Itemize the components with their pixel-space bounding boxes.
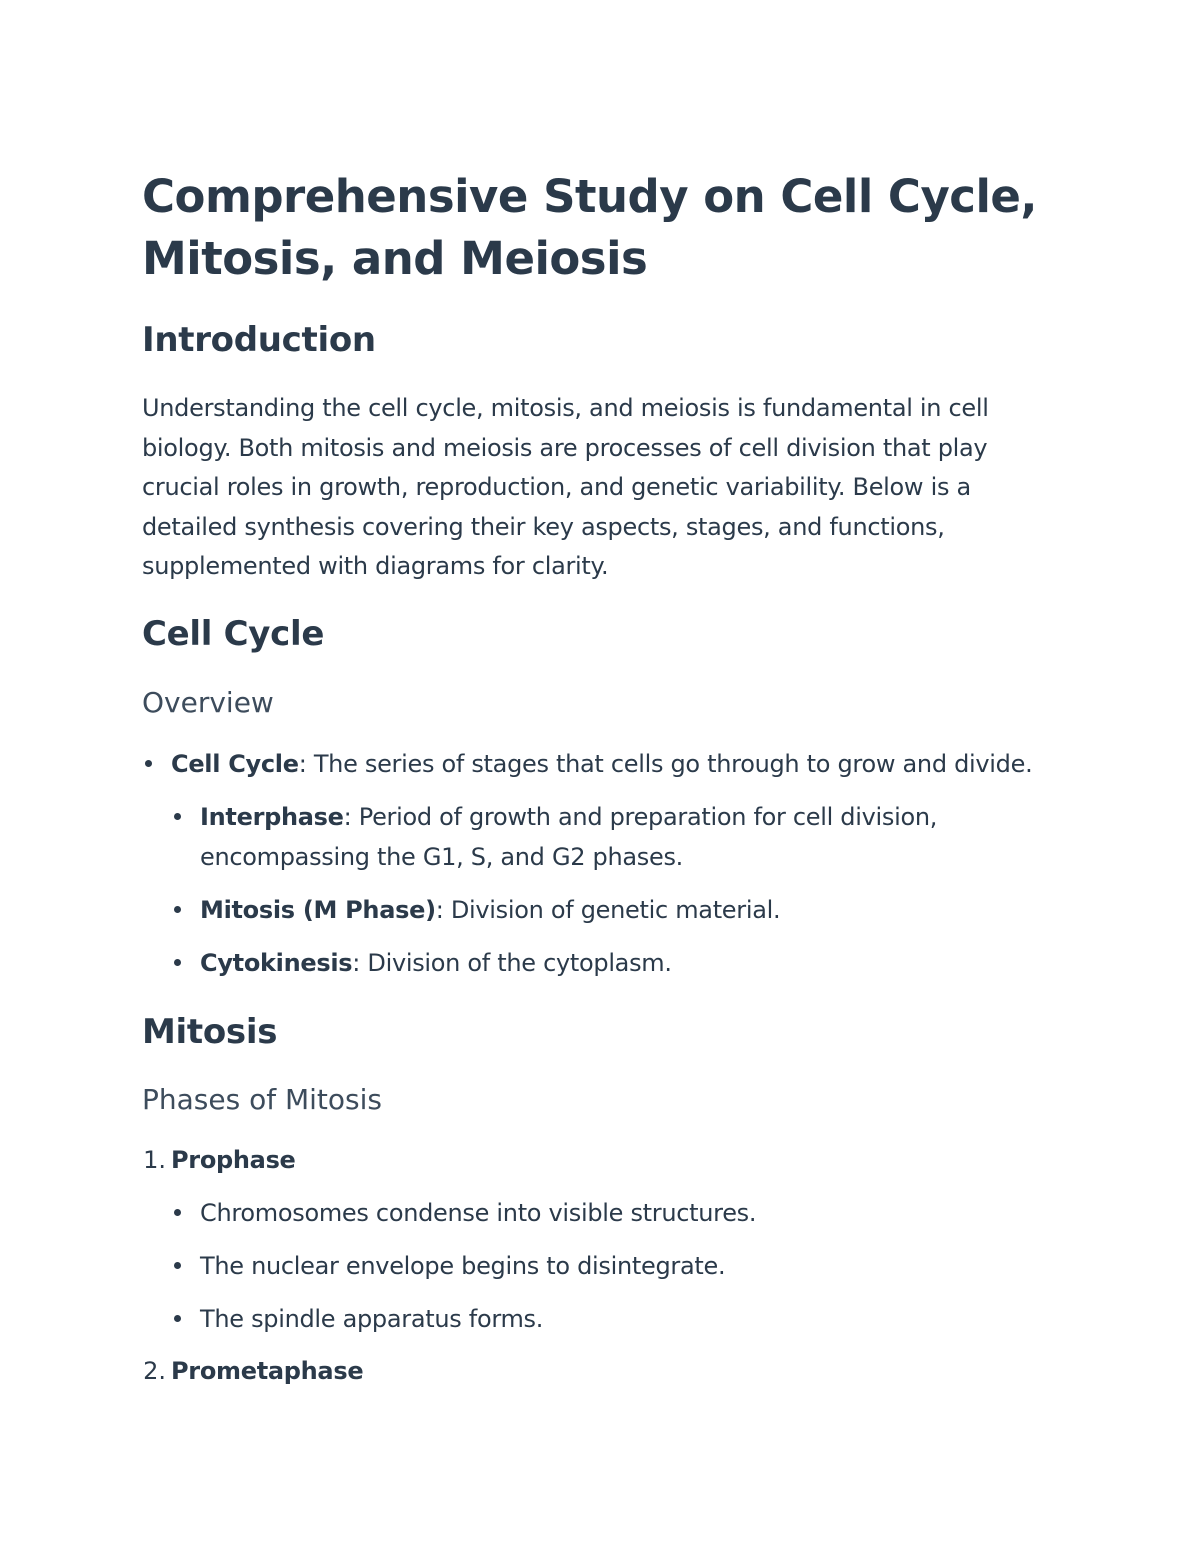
phase-item-prophase: [171, 1140, 296, 1180]
bullet-icon: [174, 1209, 181, 1216]
phases-subheading: Phases of Mitosis: [142, 1083, 382, 1116]
prophase-point: The nuclear envelope begins to disintegrate.: [200, 1252, 726, 1280]
bullet-icon: [174, 1262, 181, 1269]
introduction-heading: Introduction: [142, 320, 376, 360]
list-number: 2.: [143, 1357, 166, 1385]
list-number: 1.: [143, 1146, 166, 1174]
bullet-icon: [174, 1315, 181, 1322]
term-description: : The series of stages that cells go through to grow and divide.: [298, 750, 1033, 778]
prophase-point: Chromosomes condense into visible structures.: [200, 1199, 757, 1227]
list-item-cytokinesis: [200, 943, 672, 983]
bullet-icon: [174, 906, 181, 913]
bullet-icon: [174, 813, 181, 820]
term-description: encompassing the G1, S, and G2 phases.: [200, 843, 683, 871]
term-label: Cytokinesis: [200, 949, 353, 977]
term-label: Interphase: [200, 803, 344, 831]
mitosis-heading: Mitosis: [142, 1012, 278, 1052]
list-item-cell-cycle: [171, 744, 1032, 784]
introduction-paragraph: Understanding the cell cycle, mitosis, and meiosis is fundamental in cell biology. Both mitosis and meiosis are processes of cell division that play crucial roles in growth, reproduction, and genetic variability. Below is a detailed synthesis covering their key aspects, stages, and functions, supplemented with diagrams for clarity.: [142, 394, 989, 581]
list-item-interphase: [200, 797, 937, 837]
list-item-interphase-continued: [200, 837, 683, 877]
bullet-icon: [145, 760, 152, 767]
phase-name: Prophase: [171, 1146, 296, 1174]
cell-cycle-heading: Cell Cycle: [142, 614, 325, 654]
term-description: : Period of growth and preparation for cell division,: [343, 803, 938, 831]
overview-subheading: Overview: [142, 686, 274, 719]
bullet-icon: [174, 959, 181, 966]
term-label: Cell Cycle: [171, 750, 299, 778]
phase-item-prometaphase: [171, 1351, 363, 1391]
term-label: Mitosis (M Phase): [200, 896, 436, 924]
document-title: Comprehensive Study on Cell Cycle, Mitosis, and Meiosis: [142, 170, 1037, 285]
term-description: : Division of the cytoplasm.: [352, 949, 672, 977]
prophase-point: The spindle apparatus forms.: [200, 1305, 544, 1333]
term-description: : Division of genetic material.: [435, 896, 781, 924]
list-item-mitosis-phase: [200, 890, 780, 930]
phase-name: Prometaphase: [171, 1357, 364, 1385]
